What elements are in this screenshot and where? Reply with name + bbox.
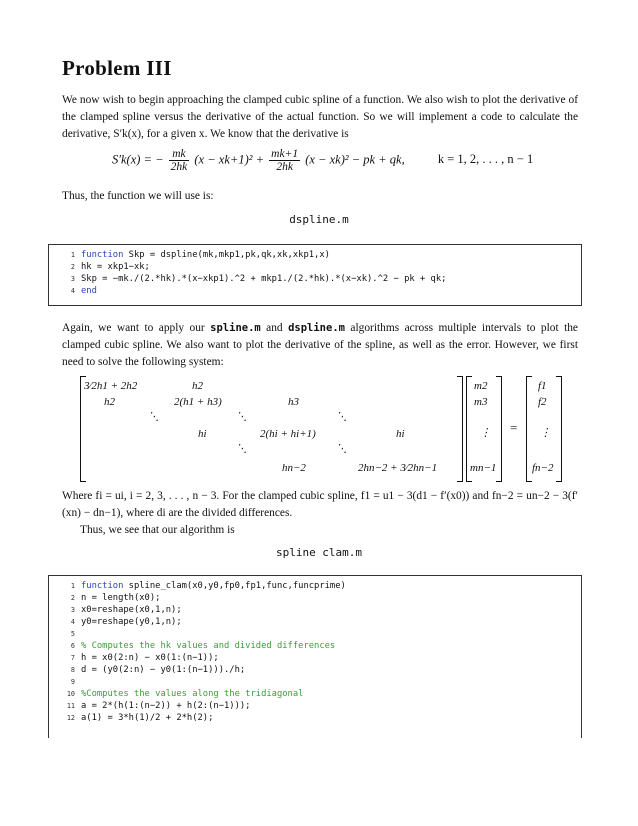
matrix-r5-dots-2: ⋱ [336,443,347,455]
code-text [81,273,446,285]
vector-f-dots: ⋮ [540,427,551,439]
vector-m-last: mn−1 [470,462,497,474]
vector-m-dots: ⋮ [480,427,491,439]
intro-text: We now wish to begin approaching the clamped cubic spline of a function. We also wish to plot the derivative of the clamped spline versus the derivative of the actual function. So we will implement a code to calculate the derivative, S′k(x), for a given x. We know that the derivative is [62,94,578,140]
line-number: 7 [70,654,75,662]
thus-paragraph [62,188,578,205]
matrix-r2-c3: h3 [288,396,299,408]
code-listing-spline-clam [48,575,582,738]
matrix-r4-c2: 2(hi + hi+1) [260,428,316,440]
code-line [70,628,611,640]
formula-fraction-2 [269,148,300,173]
code-line [70,616,611,628]
tridiagonal-system [80,380,580,480]
code-comment: % Computes the hk values and divided differences [81,641,336,651]
code-text [81,700,250,712]
code-keyword: end [81,286,97,296]
again-code-spline: spline.m [210,322,261,334]
code-text [81,580,346,592]
code-text [81,652,219,664]
line-number: 4 [70,618,75,626]
where-paragraph [62,488,578,539]
matrix-r2-c1: h2 [104,396,115,408]
formula-fraction-1 [169,148,190,173]
thus-text: Thus, the function we will use is: [62,190,214,202]
code-caption-dspline: dspline.m [289,213,349,226]
vector-f-last: fn−2 [532,462,554,474]
line-number: 8 [70,666,75,674]
code-text [81,688,303,700]
code-text [81,712,213,724]
code-text [81,616,182,628]
formula-range: k = 1, 2, . . . , n − 1 [437,152,534,167]
fraction-2-denominator: 2hk [276,161,293,173]
again-paragraph [62,320,578,371]
matrix-r5-dots-1: ⋱ [236,443,247,455]
code-line [70,285,611,297]
matrix-r3-dots-3: ⋱ [336,411,347,423]
vector-m-right-bracket [496,376,502,482]
code-listing-dspline [48,244,582,306]
code-line [70,676,611,688]
vector-f-right-bracket [556,376,562,482]
matrix-r3-dots-2: ⋱ [236,411,247,423]
code-text [81,261,150,273]
code-line [70,652,611,664]
matrix-r2-c2: 2(h1 + h3) [174,396,222,408]
code-statement: spline_clam(x0,y0,fp0,fp1,func,funcprime) [123,581,346,591]
code-line [70,592,611,604]
again-pre: Again, we want to apply our [62,322,211,334]
line-number: 2 [70,594,75,602]
matrix-r6-c1: hn−2 [282,462,306,474]
matrix-r1-c1: 3⁄2h1 + 2h2 [84,380,138,392]
section-heading: Problem III [62,56,172,80]
matrix-r4-c1: hi [198,428,207,440]
line-number: 3 [70,606,75,614]
matrix-r3-dots-1: ⋱ [148,411,159,423]
vector-f-2: f2 [538,396,547,408]
fraction-1-denominator: 2hk [170,161,188,173]
code-line [70,664,611,676]
code-line [66,712,611,724]
thus2-text: Thus, we see that our algorithm is [80,524,235,536]
code-statement: h = x0(2:n) − x0(1:(n−1)); [81,653,219,663]
code-statement: Skp = dspline(mk,mkp1,pk,qk,xk,xkp1,x) [123,250,330,260]
code-statement: y0=reshape(y0,1,n); [81,617,182,627]
code-line [66,700,611,712]
formula-lhs: S′k(x) = − [112,152,164,167]
code-statement: hk = xkp1−xk; [81,262,150,272]
code-line [70,249,611,261]
code-keyword: function [81,250,124,260]
code-statement: a(1) = 3*h(1)/2 + 2*h(2); [81,713,214,723]
code-line [70,580,611,592]
code-lines-spline-clam [66,580,611,724]
code-line [66,688,611,700]
code-statement: n = length(x0); [81,593,161,603]
code-keyword: function [81,581,124,591]
fraction-2-numerator: mk+1 [271,148,299,160]
line-number: 12 [66,714,75,722]
matrix-equals: = [510,420,518,435]
fraction-1-numerator: mk [169,148,190,161]
code-line [70,604,611,616]
code-lines-dspline [70,249,611,297]
matrix-r4-c3: hi [396,428,405,440]
vector-m-2: m3 [474,396,488,408]
line-number: 11 [66,702,75,710]
formula-middle-2: (x − xk)² − pk + qk, [305,152,405,167]
derivative-formula [112,148,533,173]
matrix-right-bracket [457,376,463,482]
intro-paragraph [62,92,578,143]
code-statement: a = 2*(h(1:(n−2)) + h(2:(n−1))); [81,701,251,711]
code-text [81,249,330,261]
code-statement: d = (y0(2:n) − y0(1:(n−1)))./h; [81,665,246,675]
code-text [81,285,97,297]
code-comment: %Computes the values along the tridiagonal [81,689,304,699]
formula-middle-1: (x − xk+1)² + [194,152,265,167]
code-line [70,273,611,285]
again-text [62,320,578,371]
code-caption-spline-clam: spline clam.m [275,546,363,559]
line-number: 1 [70,251,75,259]
line-number: 9 [70,678,75,686]
again-and: and [260,322,289,334]
line-number: 1 [70,582,75,590]
line-number: 10 [66,690,75,698]
code-text [81,604,182,616]
again-post: algorithms across multiple intervals to plot the clamped cubic spline. We also want to plot the derivative of the spline, as well as the error. However, we first need to solve the following system: [62,322,578,368]
code-text [81,664,245,676]
line-number: 3 [70,275,75,283]
vector-f-1: f1 [538,380,547,392]
line-number: 4 [70,287,75,295]
line-number: 6 [70,642,75,650]
code-statement: x0=reshape(x0,1,n); [81,605,182,615]
again-code-dspline: dspline.m [288,322,345,334]
code-line [70,640,611,652]
code-line [70,261,611,273]
matrix-r1-c2: h2 [192,380,203,392]
line-number: 2 [70,263,75,271]
code-text [81,592,160,604]
vector-m-1: m2 [474,380,488,392]
matrix-r6-c2: 2hn−2 + 3⁄2hn−1 [358,462,438,474]
code-text [81,640,335,652]
where-text: Where fi = ui, i = 2, 3, . . . , n − 3. For the clamped cubic spline, f1 = u1 − 3(d1 − f′(x0)) and fn−2 = un−2 − 3(f′(xn) − dn−1), where di are the divided differences. [62,490,578,519]
code-statement: Skp = −mk./(2.*hk).*(x−xkp1).^2 + mkp1./(2.*hk).*(x−xk).^2 − pk + qk; [81,274,447,284]
line-number: 5 [70,630,75,638]
